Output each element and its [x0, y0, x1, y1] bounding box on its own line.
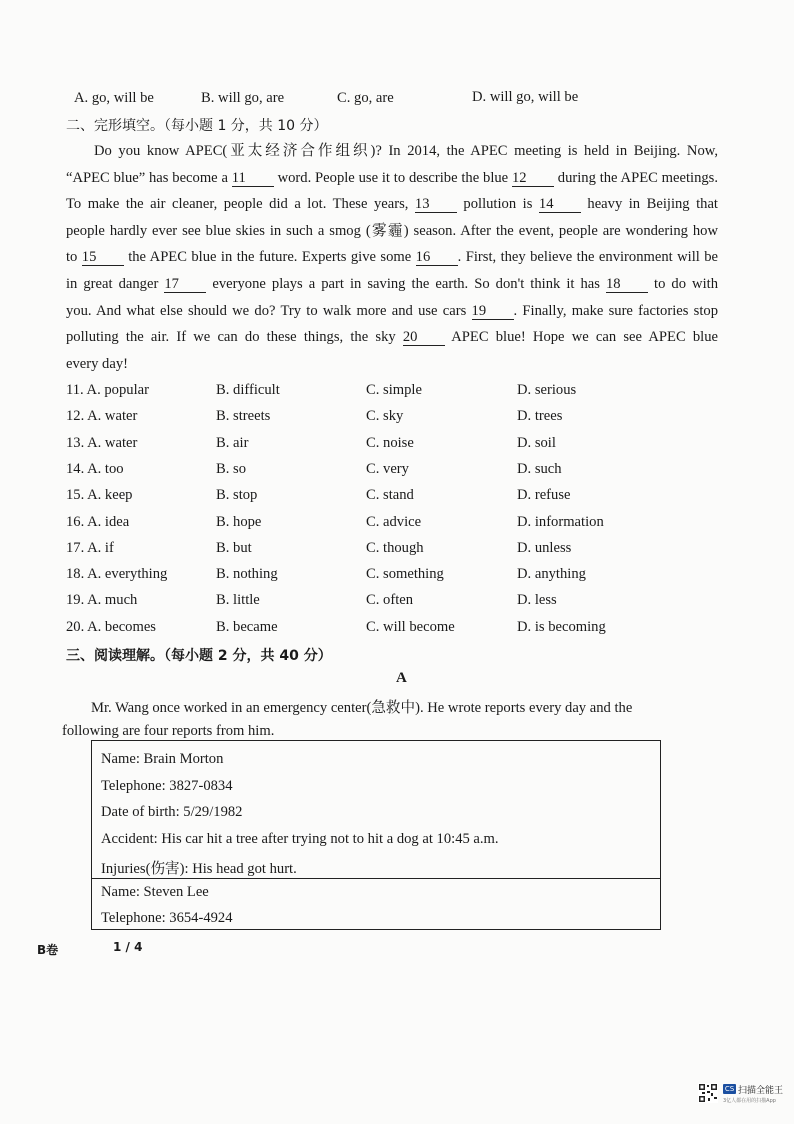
question-option-b: B. so — [216, 460, 247, 477]
question-option-a: 12. A. water — [66, 408, 138, 425]
question-option-c: C. advice — [366, 513, 422, 530]
question-option-b: B. streets — [216, 408, 271, 425]
cloze-blank[interactable]: 12 — [512, 170, 554, 187]
cloze-text: “APEC blue” has become a — [66, 169, 232, 186]
question-option-c: C. though — [366, 539, 424, 556]
question-option-b: B. but — [216, 539, 252, 556]
camscanner-tagline: 3亿人都在用的扫描App — [723, 1098, 776, 1104]
report2-name: Name: Steven Lee — [101, 884, 209, 900]
question-option-d: D. such — [517, 460, 562, 477]
cloze-text: . Finally, make sure factories stop — [513, 302, 718, 319]
question-option-d: D. information — [517, 513, 604, 530]
footer-page-number: 1 / 4 — [113, 940, 143, 954]
question-option-d: D. less — [517, 592, 557, 609]
qr-code-icon — [698, 1083, 718, 1103]
cloze-line — [66, 324, 718, 351]
cloze-text: the APEC blue in the future. Experts give some — [123, 249, 416, 266]
question-option-c: C. sky — [366, 408, 404, 425]
cloze-text: everyone plays a part in saving the earth. So don't think it has — [206, 275, 606, 292]
question-option-d: D. soil — [517, 434, 556, 451]
cloze-line — [66, 244, 718, 271]
cloze-blank[interactable]: 15 — [82, 249, 124, 266]
report-card-2 — [91, 878, 661, 930]
cloze-text: to — [66, 249, 82, 266]
question-option-a: 19. A. much — [66, 592, 138, 609]
cloze-text: . First, they believe the environment will be — [457, 249, 719, 266]
cloze-passage — [66, 138, 718, 377]
report1-name: Name: Brain Morton — [101, 751, 224, 767]
cloze-blank[interactable]: 13 — [415, 196, 457, 213]
cloze-text: you. And what else should we do? Try to walk more and use cars — [66, 302, 472, 319]
question-option-a: 11. A. popular — [66, 382, 149, 398]
question-option-a: 18. A. everything — [66, 566, 168, 583]
cloze-line — [66, 271, 718, 298]
question-option-c: C. noise — [366, 434, 414, 451]
cloze-text: pollution is — [456, 196, 539, 213]
cloze-blank[interactable]: 19 — [472, 303, 514, 320]
cloze-text: To make the air cleaner, people did a lot. These years, — [66, 196, 415, 213]
cloze-text: during the APEC meetings. — [553, 169, 718, 186]
question-option-a: 14. A. too — [66, 460, 124, 477]
question-option-c: C. something — [366, 566, 444, 583]
cloze-text: to do with — [647, 275, 718, 292]
cloze-blank[interactable]: 17 — [164, 276, 206, 293]
camscanner-logo-icon: CS — [724, 1085, 735, 1093]
question-option-a: 17. A. if — [66, 539, 114, 556]
cloze-text: in great danger — [66, 275, 165, 292]
cloze-text: polluting the air. If we can do these things, the sky — [66, 329, 403, 346]
top-option-c: C. go, are — [337, 90, 394, 106]
question-option-b: B. became — [216, 618, 278, 635]
report1-accident: Accident: His car hit a tree after trying not to hit a dog at 10:45 a.m. — [101, 831, 499, 847]
cloze-text: heavy in Beijing that — [580, 196, 718, 213]
question-option-b: B. stop — [216, 487, 258, 504]
question-option-c: C. simple — [366, 382, 422, 398]
question-option-d: D. anything — [517, 566, 586, 583]
top-option-d: D. will go, will be — [472, 89, 579, 105]
cloze-line — [66, 191, 718, 218]
question-option-b: B. difficult — [216, 382, 280, 398]
cloze-line — [66, 218, 718, 245]
question-option-c: C. often — [366, 592, 414, 609]
question-option-a: 16. A. idea — [66, 513, 130, 530]
cloze-line — [66, 351, 718, 378]
question-option-b: B. little — [216, 592, 260, 609]
cloze-text: word. People use it to describe the blue — [273, 169, 512, 186]
question-option-b: B. air — [216, 434, 249, 451]
cloze-text: people hardly ever see blue skies in such a smog (雾霾) season. After the event, people are wondering how — [66, 222, 718, 239]
cloze-text: APEC blue! Hope we can see APEC blue — [444, 329, 718, 346]
cloze-line — [66, 138, 718, 165]
report1-telephone: Telephone: 3827-0834 — [101, 778, 233, 794]
question-option-a: 20. A. becomes — [66, 618, 156, 635]
section2-title: 二、完形填空。（每小题 1 分，共 10 分） — [66, 118, 328, 134]
question-option-c: C. will become — [366, 618, 455, 635]
cloze-text: Do you know APEC(亚太经济合作组织)? In 2014, the APEC meeting is held in Beijing. Now, — [94, 143, 718, 159]
question-option-c: C. stand — [366, 487, 414, 504]
question-option-c: C. very — [366, 460, 409, 477]
question-option-d: D. unless — [517, 539, 572, 556]
report1-birth: Date of birth: 5/29/1982 — [101, 804, 243, 820]
camscanner-name: 扫描全能王 — [738, 1086, 784, 1096]
question-option-a: 13. A. water — [66, 434, 138, 451]
question-option-d: D. refuse — [517, 487, 571, 504]
cloze-line — [66, 165, 718, 192]
top-option-a: A. go, will be — [74, 90, 154, 106]
question-option-d: D. serious — [517, 382, 577, 398]
report2-telephone: Telephone: 3654-4924 — [101, 910, 233, 926]
cloze-blank[interactable]: 20 — [403, 329, 445, 346]
question-option-d: D. is becoming — [517, 618, 606, 635]
passage-letter: A — [396, 670, 407, 686]
top-option-b: B. will go, are — [201, 90, 285, 106]
report-card-1 — [91, 740, 661, 879]
cloze-blank[interactable]: 16 — [416, 249, 458, 266]
report1-injuries: Injuries(伤害): His head got hurt. — [101, 861, 297, 877]
cloze-line — [66, 298, 718, 325]
cloze-blank[interactable]: 11 — [232, 170, 274, 187]
cloze-blank[interactable]: 18 — [606, 276, 648, 293]
question-option-a: 15. A. keep — [66, 487, 133, 504]
cloze-blank[interactable]: 14 — [539, 196, 581, 213]
reading-intro-line1: Mr. Wang once worked in an emergency center(急救中). He wrote reports every day and the — [91, 700, 633, 716]
section3-title: 三、阅读理解。（每小题 2 分，共 40 分） — [66, 648, 332, 664]
question-option-d: D. trees — [517, 408, 563, 425]
question-option-b: B. hope — [216, 513, 262, 530]
question-option-b: B. nothing — [216, 566, 278, 583]
footer-paper-label: B卷 — [37, 943, 59, 957]
cloze-text: every day! — [66, 355, 128, 372]
reading-intro-line2: following are four reports from him. — [62, 723, 275, 739]
